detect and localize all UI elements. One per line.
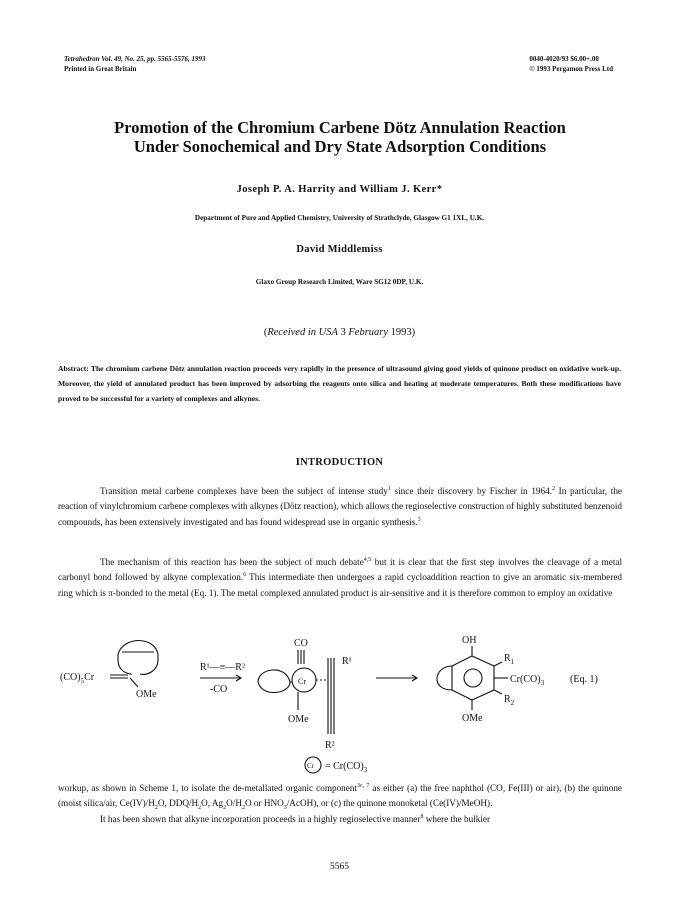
publisher-info — [529, 54, 613, 74]
p1-text-c: In particular, the reaction of vinylchromium carbene complexes with alkynes (Dötz reaction), which allows the regioselective construction of highly substituted benzenoid compounds, has been extensively investigated and has found widespread use in organic synthesis. — [58, 486, 622, 527]
product-left-ring — [437, 666, 452, 690]
section-heading-introduction: INTRODUCTION — [295, 457, 384, 468]
reactant-ring-right — [140, 660, 158, 674]
article-title — [40, 118, 640, 156]
reactant-ring-sides — [118, 654, 158, 660]
title-line-2: Under Sonochemical and Dry State Adsorption Conditions — [133, 137, 547, 156]
affiliation-glaxo: Glaxo Group Research Limited, Ware SG12 0DP, U.K. — [255, 278, 424, 286]
product-r1-bond — [494, 662, 502, 666]
reference-3: 3 — [417, 516, 421, 523]
subscript: 2 — [241, 805, 245, 812]
product-ome-label: OMe — [462, 713, 483, 724]
reference-3c-7: 3c, 7 — [356, 782, 370, 789]
reference-1: 1 — [387, 485, 391, 492]
received-month: February — [348, 327, 389, 338]
p3-text-c: O, DDQ/H — [157, 798, 199, 809]
subscript: 3 — [283, 805, 287, 812]
structure-labels — [60, 635, 598, 774]
p3-text-d: O, Ag — [201, 798, 224, 809]
paragraph-2 — [58, 555, 622, 601]
abstract-label: Abstract: — [58, 364, 89, 373]
p3-text-b: as either (a) the free naphthol (CO, Fe(III) or air), (b) the quinone (moist silica/air, Ce(IV)/H — [58, 783, 622, 809]
title-line-1: Promotion of the Chromium Carbene Dötz Annulation Reaction — [114, 118, 566, 137]
reactant-ligand-label: $(CO)_5Cr$ — [60, 672, 95, 685]
code-line: 0040-4020/93 $6.00+.00 — [529, 55, 599, 63]
reactant-ring-left — [118, 660, 132, 674]
paragraph-3 — [58, 781, 622, 827]
intermediate-cr-label: Cr — [298, 677, 306, 686]
subscript: 2 — [198, 805, 202, 812]
reference-8: 8 — [420, 813, 424, 820]
product-metal-label: $Cr(CO)_3$ — [510, 674, 545, 687]
reaction-scheme-eq1 — [60, 630, 620, 774]
received-date — [0, 327, 679, 338]
reference-2: 2 — [552, 485, 555, 492]
reference-4-5: 4,5 — [363, 556, 372, 563]
p1-text-b: since their discovery by Fischer in 1964. — [390, 486, 552, 496]
p2-text-a: The mechanism of this reaction has been the subject of much debate — [100, 557, 364, 567]
intermediate-r1-label: R¹ — [342, 656, 352, 667]
product-r1-label: $R_1$ — [504, 653, 515, 666]
alkyne-reagent-label: R¹—≡—R² — [200, 662, 245, 673]
p1-text-a: Transition metal carbene complexes have been the subject of intense study — [100, 486, 388, 496]
journal-line: Tetrahedron Vol. 49, No. 25, pp. 5565-5576, 1993 — [64, 55, 206, 63]
received-day: 3 — [337, 327, 349, 338]
journal-citation — [64, 54, 206, 74]
legend-cr-symbol: Cr — [307, 762, 314, 770]
p3-text-g: /AcOH), or (c) the quinone monoketal (Ce(IV)/MeOH). — [286, 798, 493, 809]
intermediate-r2-label: R² — [325, 740, 335, 751]
abstract-text: The chromium carbene Dötz annulation reaction proceeds very rapidly in the presence of ultrasound giving good yields of quinone product on oxidative work-up. Moreover, the yield of annulated product has been improved by adsorbing the reagents onto silica and heating at moderate temperatures. Both these modifications have proved to be successful for a variety of complexes and alkynes. — [58, 364, 621, 403]
equation-label: (Eq. 1) — [570, 674, 598, 685]
author-second: David Middlemiss — [296, 244, 383, 255]
p4-text-a: It has been shown that alkyne incorporation proceeds in a highly regioselective manner — [100, 813, 421, 824]
legend-text: = $Cr(CO)_3$ — [325, 761, 368, 774]
product-oh-label: OH — [462, 635, 477, 646]
copyright-line: © 1993 Pergamon Press Ltd — [529, 65, 613, 73]
abstract — [58, 361, 621, 406]
p2-text-b: but it is clear that the first step involves the cleavage of a metal carbonyl bond followed by alkyne complexation. — [58, 557, 623, 583]
author-list: Joseph P. A. Harrity and William J. Kerr* — [236, 184, 443, 195]
p2-text-c: This intermediate then undergoes a rapid cycloaddition reaction to give an aromatic six-membered ring which is π-bonded to the metal (Eq. 1). The metal complexed annulated product is air-sensitive and it is therefore common to employ an oxidative — [58, 572, 622, 598]
intermediate-ome-label: OMe — [288, 714, 309, 725]
received-open: ( — [263, 327, 268, 338]
printed-line: Printed in Great Britain — [64, 65, 137, 73]
affiliation-strathclyde: Department of Pure and Applied Chemistry, University of Strathclyde, Glasgow G1 1XL, U.K. — [194, 214, 485, 222]
p3-text-f: O or HNO — [244, 798, 284, 809]
paragraph-1 — [58, 484, 622, 530]
product-aromatic-ring — [452, 656, 494, 700]
p4-text-b: where the bulkier — [423, 813, 491, 824]
product-r2-bond — [494, 690, 502, 694]
p3-text-a: workup, as shown in Scheme 1, to isolate the de-metallated organic component — [58, 783, 357, 793]
structure-lines — [110, 641, 508, 774]
p3-text-e: O/H — [226, 798, 242, 809]
product-r2-label: $R_2$ — [504, 694, 515, 707]
reactant-ome-bond — [130, 678, 138, 687]
reference-6: 6 — [243, 572, 247, 579]
co-loss-label: -CO — [210, 684, 228, 695]
intermediate-co-label: CO — [294, 638, 308, 649]
reactant-ome-label: OMe — [136, 689, 157, 700]
product-aromatic-circle — [464, 669, 482, 687]
page-number: 5565 — [330, 862, 349, 872]
received-in: Received in USA — [267, 327, 338, 338]
received-year: 1993) — [388, 327, 416, 338]
intermediate-ring — [258, 670, 290, 693]
subscript: 2 — [223, 805, 227, 812]
subscript: 2 — [154, 805, 158, 812]
